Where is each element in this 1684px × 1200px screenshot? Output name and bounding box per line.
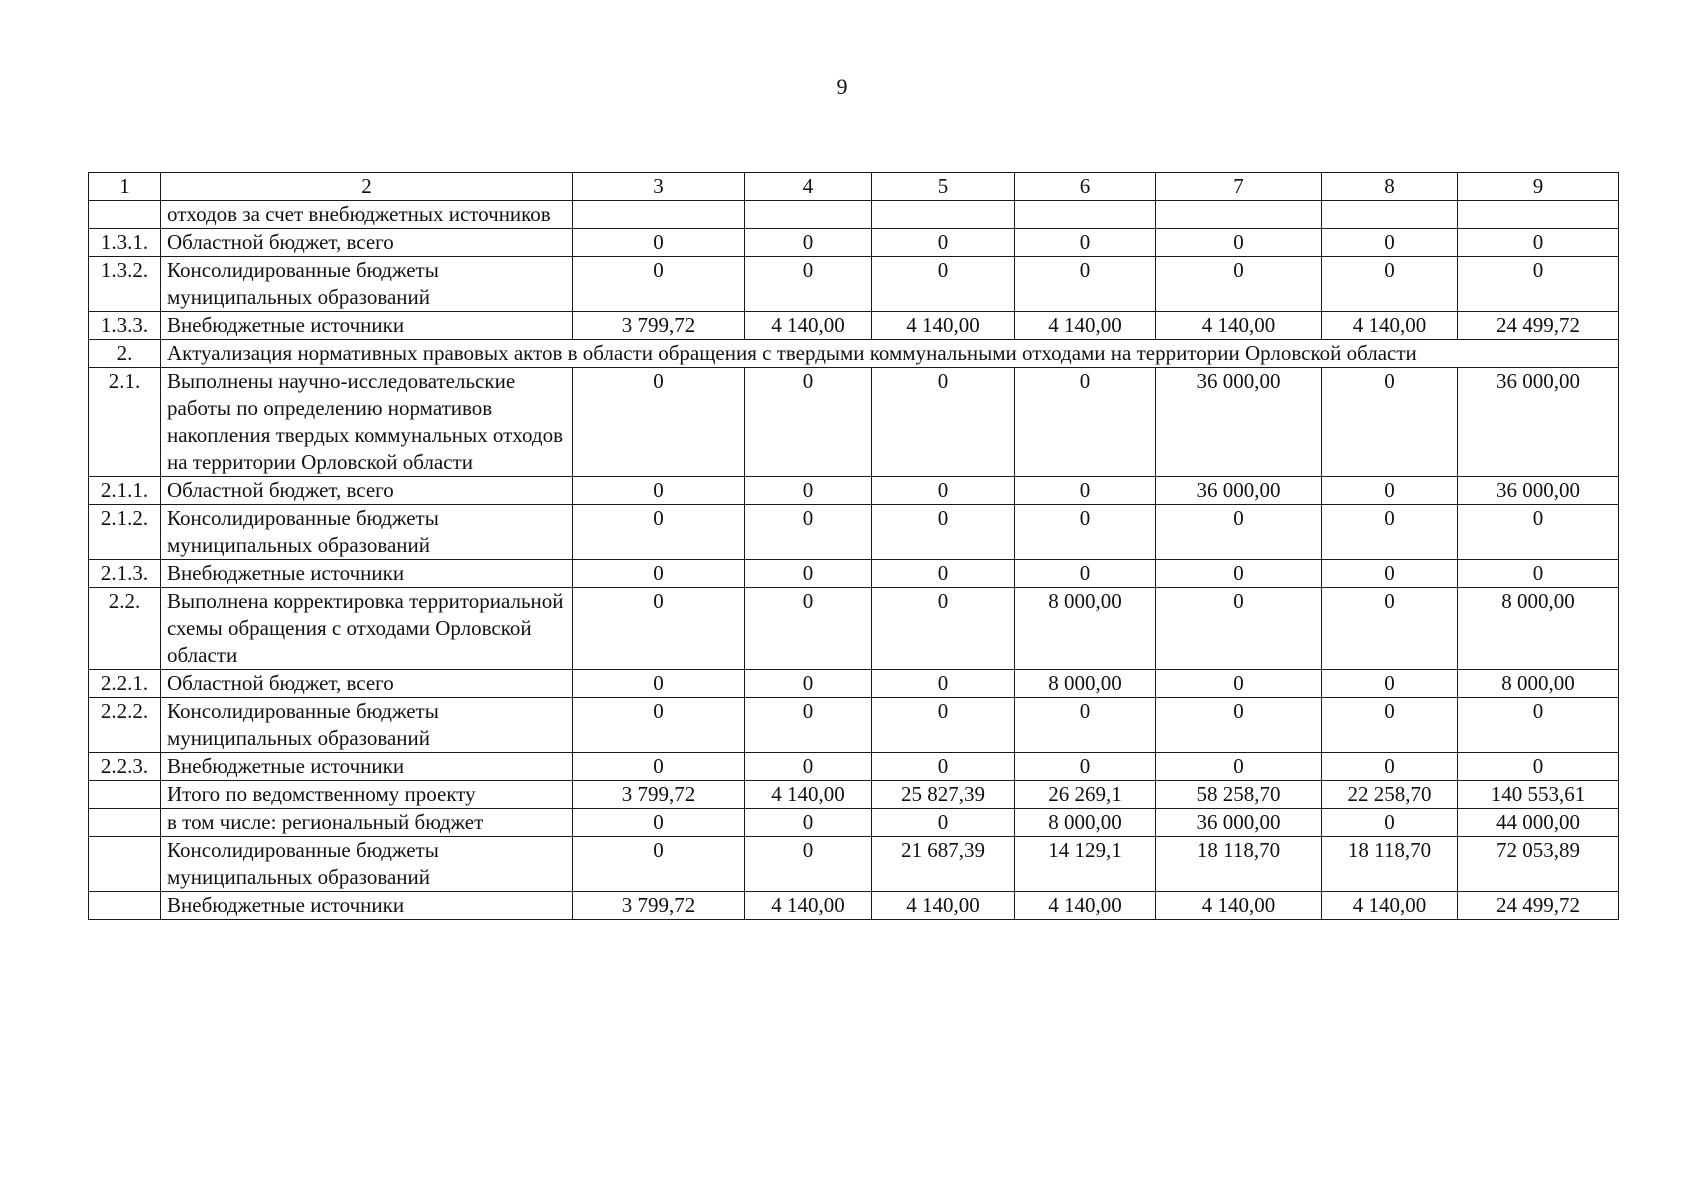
value-cell: 0 <box>573 560 745 588</box>
value-cell: 0 <box>745 809 872 837</box>
value-cell: 0 <box>1015 560 1156 588</box>
value-cell: 0 <box>872 477 1015 505</box>
value-cell: 0 <box>745 229 872 257</box>
value-cell: 0 <box>872 368 1015 477</box>
value-cell: 3 799,72 <box>573 312 745 340</box>
value-cell: 25 827,39 <box>872 781 1015 809</box>
value-cell: 0 <box>1156 698 1322 753</box>
value-cell <box>1458 201 1619 229</box>
value-cell: 0 <box>1015 477 1156 505</box>
value-cell: 0 <box>745 753 872 781</box>
table-header-row <box>89 173 1619 201</box>
row-name: Областной бюджет, всего <box>161 477 573 505</box>
table-row <box>89 368 1619 477</box>
value-cell: 4 140,00 <box>872 312 1015 340</box>
value-cell: 72 053,89 <box>1458 837 1619 892</box>
page-number: 9 <box>836 74 848 99</box>
table-row <box>89 698 1619 753</box>
value-cell: 0 <box>1015 257 1156 312</box>
table-row <box>89 257 1619 312</box>
row-number: 1.3.2. <box>89 257 161 312</box>
row-number: 2.1. <box>89 368 161 477</box>
row-name: отходов за счет внебюджетных источников <box>161 201 573 229</box>
table-row <box>89 560 1619 588</box>
value-cell: 0 <box>1322 670 1458 698</box>
value-cell: 0 <box>573 229 745 257</box>
value-cell: 0 <box>872 588 1015 670</box>
value-cell: 8 000,00 <box>1015 588 1156 670</box>
value-cell: 0 <box>1156 670 1322 698</box>
value-cell: 4 140,00 <box>1322 892 1458 920</box>
row-name: Консолидированные бюджеты муниципальных образований <box>161 698 573 753</box>
value-cell: 0 <box>1458 257 1619 312</box>
column-header: 1 <box>89 173 161 201</box>
value-cell: 0 <box>745 560 872 588</box>
column-header: 3 <box>573 173 745 201</box>
row-number <box>89 892 161 920</box>
value-cell: 3 799,72 <box>573 781 745 809</box>
value-cell: 21 687,39 <box>872 837 1015 892</box>
value-cell: 0 <box>1322 698 1458 753</box>
value-cell: 8 000,00 <box>1015 809 1156 837</box>
value-cell: 4 140,00 <box>1156 892 1322 920</box>
value-cell: 0 <box>872 560 1015 588</box>
value-cell: 4 140,00 <box>1322 312 1458 340</box>
value-cell: 0 <box>573 257 745 312</box>
value-cell: 4 140,00 <box>745 781 872 809</box>
value-cell: 44 000,00 <box>1458 809 1619 837</box>
value-cell: 36 000,00 <box>1458 368 1619 477</box>
value-cell: 0 <box>1458 698 1619 753</box>
row-name: Консолидированные бюджеты муниципальных образований <box>161 257 573 312</box>
value-cell: 0 <box>745 505 872 560</box>
value-cell: 0 <box>1322 588 1458 670</box>
value-cell: 0 <box>872 698 1015 753</box>
row-name: Консолидированные бюджеты муниципальных образований <box>161 837 573 892</box>
value-cell: 0 <box>1322 560 1458 588</box>
budget-table <box>88 172 1619 920</box>
row-name: Областной бюджет, всего <box>161 229 573 257</box>
value-cell: 0 <box>573 588 745 670</box>
value-cell: 4 140,00 <box>745 312 872 340</box>
value-cell: 0 <box>573 505 745 560</box>
column-header: 8 <box>1322 173 1458 201</box>
value-cell: 0 <box>1156 560 1322 588</box>
value-cell <box>745 201 872 229</box>
value-cell: 0 <box>745 588 872 670</box>
value-cell: 0 <box>745 257 872 312</box>
value-cell: 0 <box>872 753 1015 781</box>
value-cell: 18 118,70 <box>1156 837 1322 892</box>
value-cell: 0 <box>1156 229 1322 257</box>
value-cell: 0 <box>745 698 872 753</box>
row-name: в том числе: региональный бюджет <box>161 809 573 837</box>
table-row <box>89 505 1619 560</box>
row-number: 1.3.3. <box>89 312 161 340</box>
value-cell: 0 <box>1156 753 1322 781</box>
value-cell: 0 <box>745 670 872 698</box>
row-name: Областной бюджет, всего <box>161 670 573 698</box>
value-cell: 0 <box>1015 368 1156 477</box>
value-cell: 0 <box>1015 505 1156 560</box>
value-cell: 8 000,00 <box>1015 670 1156 698</box>
value-cell: 0 <box>573 368 745 477</box>
value-cell: 18 118,70 <box>1322 837 1458 892</box>
value-cell: 0 <box>573 477 745 505</box>
value-cell: 4 140,00 <box>1156 312 1322 340</box>
section-title: Актуализация нормативных правовых актов в области обращения с твердыми коммунальными отходами на территории Орловской области <box>161 340 1619 368</box>
row-name: Консолидированные бюджеты муниципальных образований <box>161 505 573 560</box>
row-number: 2. <box>89 340 161 368</box>
value-cell <box>1156 201 1322 229</box>
row-name: Внебюджетные источники <box>161 312 573 340</box>
table-row <box>89 753 1619 781</box>
value-cell: 0 <box>1322 257 1458 312</box>
row-name: Внебюджетные источники <box>161 560 573 588</box>
value-cell: 14 129,1 <box>1015 837 1156 892</box>
value-cell: 36 000,00 <box>1458 477 1619 505</box>
value-cell: 4 140,00 <box>745 892 872 920</box>
column-header: 9 <box>1458 173 1619 201</box>
table-row <box>89 892 1619 920</box>
value-cell: 8 000,00 <box>1458 588 1619 670</box>
value-cell: 0 <box>573 698 745 753</box>
value-cell: 0 <box>872 809 1015 837</box>
value-cell: 36 000,00 <box>1156 809 1322 837</box>
value-cell <box>1322 201 1458 229</box>
value-cell: 3 799,72 <box>573 892 745 920</box>
value-cell: 0 <box>872 229 1015 257</box>
table-row <box>89 588 1619 670</box>
value-cell: 0 <box>573 670 745 698</box>
row-number: 2.2.1. <box>89 670 161 698</box>
row-number: 2.1.3. <box>89 560 161 588</box>
row-name: Внебюджетные источники <box>161 892 573 920</box>
row-number <box>89 837 161 892</box>
value-cell: 0 <box>573 837 745 892</box>
value-cell: 0 <box>745 477 872 505</box>
row-number <box>89 809 161 837</box>
value-cell: 0 <box>1015 229 1156 257</box>
row-number <box>89 781 161 809</box>
value-cell: 0 <box>1322 809 1458 837</box>
value-cell: 0 <box>1015 698 1156 753</box>
value-cell: 0 <box>1458 229 1619 257</box>
value-cell: 0 <box>872 257 1015 312</box>
value-cell: 0 <box>872 670 1015 698</box>
table-row <box>89 781 1619 809</box>
column-header: 7 <box>1156 173 1322 201</box>
table-row <box>89 312 1619 340</box>
row-number: 2.2.3. <box>89 753 161 781</box>
value-cell: 26 269,1 <box>1015 781 1156 809</box>
value-cell <box>1015 201 1156 229</box>
value-cell: 36 000,00 <box>1156 477 1322 505</box>
value-cell: 8 000,00 <box>1458 670 1619 698</box>
row-name: Внебюджетные источники <box>161 753 573 781</box>
value-cell <box>573 201 745 229</box>
value-cell <box>872 201 1015 229</box>
table-row <box>89 229 1619 257</box>
row-name: Выполнена корректировка территориальной схемы обращения с отходами Орловской области <box>161 588 573 670</box>
value-cell: 0 <box>1322 505 1458 560</box>
table-row <box>89 340 1619 368</box>
value-cell: 0 <box>745 837 872 892</box>
row-number <box>89 201 161 229</box>
value-cell: 0 <box>573 809 745 837</box>
table-row <box>89 809 1619 837</box>
row-number: 2.1.2. <box>89 505 161 560</box>
value-cell: 0 <box>1015 753 1156 781</box>
value-cell: 0 <box>872 505 1015 560</box>
value-cell: 36 000,00 <box>1156 368 1322 477</box>
value-cell: 0 <box>1322 477 1458 505</box>
value-cell: 24 499,72 <box>1458 892 1619 920</box>
value-cell: 0 <box>1458 753 1619 781</box>
row-name: Выполнены научно-исследовательские работы по определению нормативов накопления твердых коммунальных отходов на территории Орловской области <box>161 368 573 477</box>
column-header: 5 <box>872 173 1015 201</box>
value-cell: 0 <box>573 753 745 781</box>
value-cell: 58 258,70 <box>1156 781 1322 809</box>
table-row <box>89 477 1619 505</box>
column-header: 4 <box>745 173 872 201</box>
value-cell: 0 <box>1322 753 1458 781</box>
table-row <box>89 201 1619 229</box>
value-cell: 0 <box>1156 588 1322 670</box>
row-number: 2.1.1. <box>89 477 161 505</box>
row-number: 2.2. <box>89 588 161 670</box>
table-row <box>89 670 1619 698</box>
column-header: 2 <box>161 173 573 201</box>
value-cell: 0 <box>1458 560 1619 588</box>
value-cell: 4 140,00 <box>872 892 1015 920</box>
row-number: 1.3.1. <box>89 229 161 257</box>
value-cell: 140 553,61 <box>1458 781 1619 809</box>
value-cell: 22 258,70 <box>1322 781 1458 809</box>
value-cell: 0 <box>745 368 872 477</box>
value-cell: 4 140,00 <box>1015 312 1156 340</box>
value-cell: 0 <box>1156 505 1322 560</box>
table-row <box>89 837 1619 892</box>
value-cell: 0 <box>1322 229 1458 257</box>
value-cell: 0 <box>1322 368 1458 477</box>
value-cell: 0 <box>1458 505 1619 560</box>
value-cell: 24 499,72 <box>1458 312 1619 340</box>
row-number: 2.2.2. <box>89 698 161 753</box>
value-cell: 0 <box>1156 257 1322 312</box>
column-header: 6 <box>1015 173 1156 201</box>
value-cell: 4 140,00 <box>1015 892 1156 920</box>
row-name: Итого по ведомственному проекту <box>161 781 573 809</box>
